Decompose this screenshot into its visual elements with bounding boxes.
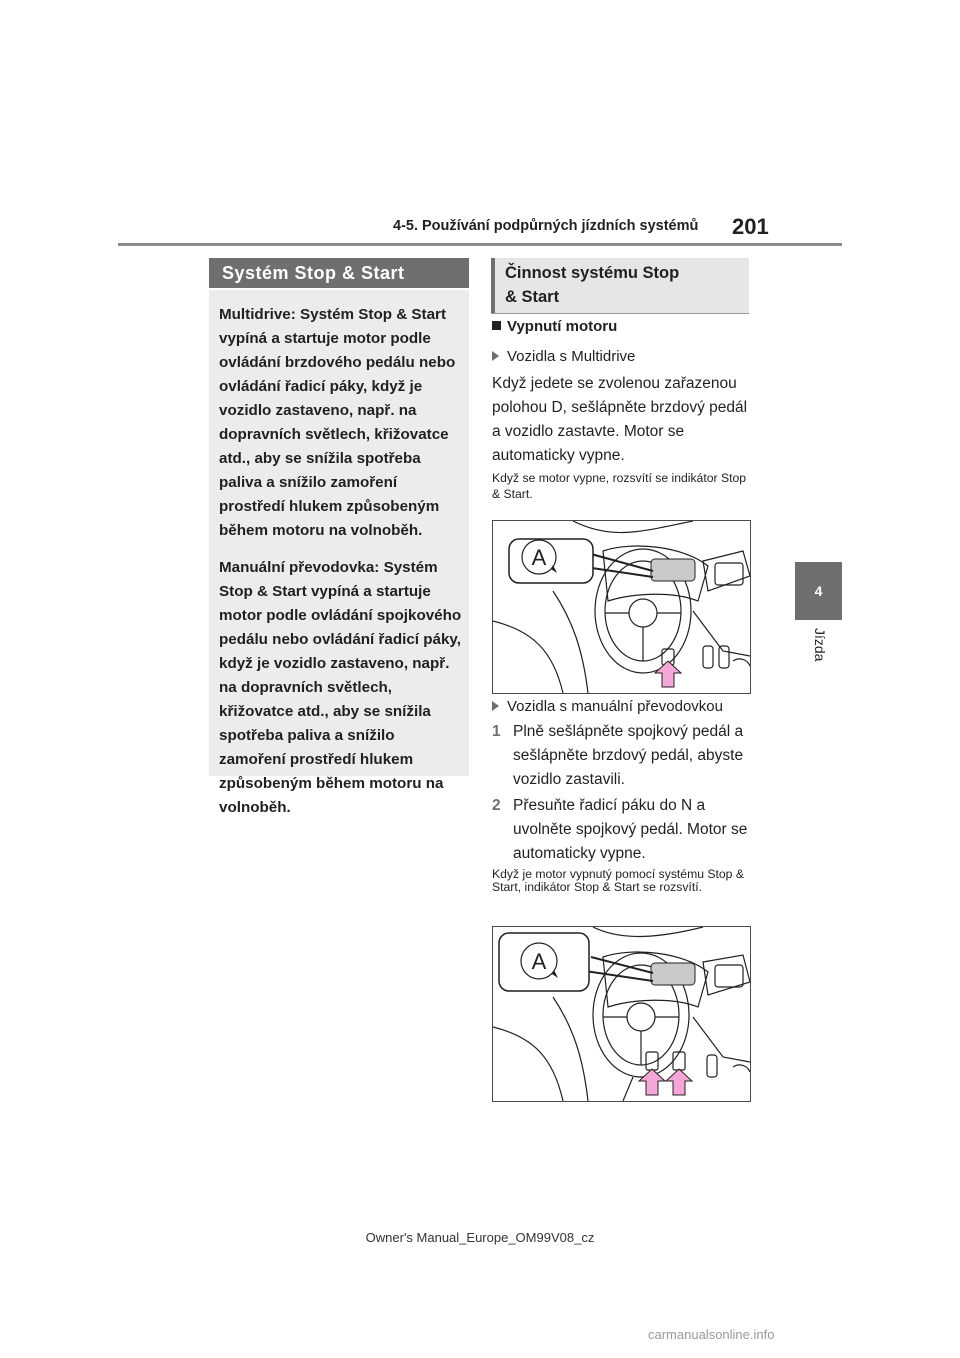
chapter-tab-label: Jízda [812,628,828,662]
figure-label-a: A [531,545,547,570]
right-title-underline [491,313,749,314]
indicator-highlight [651,963,695,985]
section-header-title: 4-5. Používání podpůrných jízdních systémů [393,218,699,234]
square-bullet-icon [492,321,501,330]
bullet-multidrive [492,348,635,365]
figure-multidrive-dashboard [492,520,751,694]
step-text: Plně sešlápněte spojkový pedál a sešlápněte brzdový pedál, abyste vozidlo zastavili. [513,723,744,788]
step-number: 2 [492,797,501,814]
step-number: 1 [492,723,501,740]
figure-label-a: A [531,949,547,974]
dashboard-illustration-manual [493,927,750,1101]
right-title-line1: Činnost systému Stop [505,264,680,282]
bullet-manual-text: Vozidla s manuální převodovkou [507,698,723,715]
chapter-tab: 4 [795,562,842,620]
bullet-manual [492,698,723,715]
pedal-arrow-icon [655,661,681,687]
step-2 [492,794,754,866]
subsection-heading-text: Vypnutí motoru [507,318,618,335]
brake-arrow-icon [666,1069,692,1095]
subsection-heading [492,318,617,335]
header-divider [118,243,842,246]
manual-note: Když je motor vypnutý pomocí systému Stop & Start, indikátor Stop & Start se rozsvítí. [492,867,744,894]
watermark: carmanualsonline.info [648,1327,775,1342]
right-title-line2: & Start [505,288,560,306]
clutch-arrow-icon [639,1069,665,1095]
step-1 [492,720,754,792]
multidrive-note: Když se motor vypne, rozsvítí se indikátor Stop & Start. [492,471,747,501]
intro-paragraph-manual: Manuální převodovka: Systém Stop & Start vypíná a startuje motor podle ovládání spojkového pedálu nebo ovládání řadicí páky, když je vozidlo zastaveno, např. na dopravních světlech, křižovatce atd., aby se snížila spotřeba paliva a snížilo zamoření prostředí hlukem způsobeným během motoru na volnoběh. [219,559,462,816]
multidrive-paragraph: Když jedete se zvolenou zařazenou polohou D, sešlápněte brzdový pedál a vozidlo zastavte. Motor se automaticky vypne. [492,375,748,464]
figure-manual-dashboard [492,926,751,1102]
left-section-title: Systém Stop & Start [209,258,469,288]
right-section-title [491,258,749,313]
bullet-multidrive-text: Vozidla s Multidrive [507,348,636,365]
dashboard-illustration [493,521,750,693]
triangle-bullet-icon [492,701,499,711]
page-number: 201 [732,214,769,239]
triangle-bullet-icon [492,351,499,361]
intro-paragraph-multidrive: Multidrive: Systém Stop & Start vypíná a startuje motor podle ovládání brzdového pedálu nebo ovládání řadicí páky, když je vozidlo zastaveno, např. na dopravních světlech, křižovatce atd., aby se snížila spotřeba paliva a snížilo zamoření prostředí hlukem způsobeným během motoru na volnoběh. [219,306,456,539]
left-intro-box [209,290,469,816]
footer-manual-id: Owner's Manual_Europe_OM99V08_cz [365,1230,595,1245]
step-text: Přesuňte řadicí páku do N a uvolněte spojkový pedál. Motor se automaticky vypne. [513,797,748,862]
indicator-highlight [651,559,695,581]
